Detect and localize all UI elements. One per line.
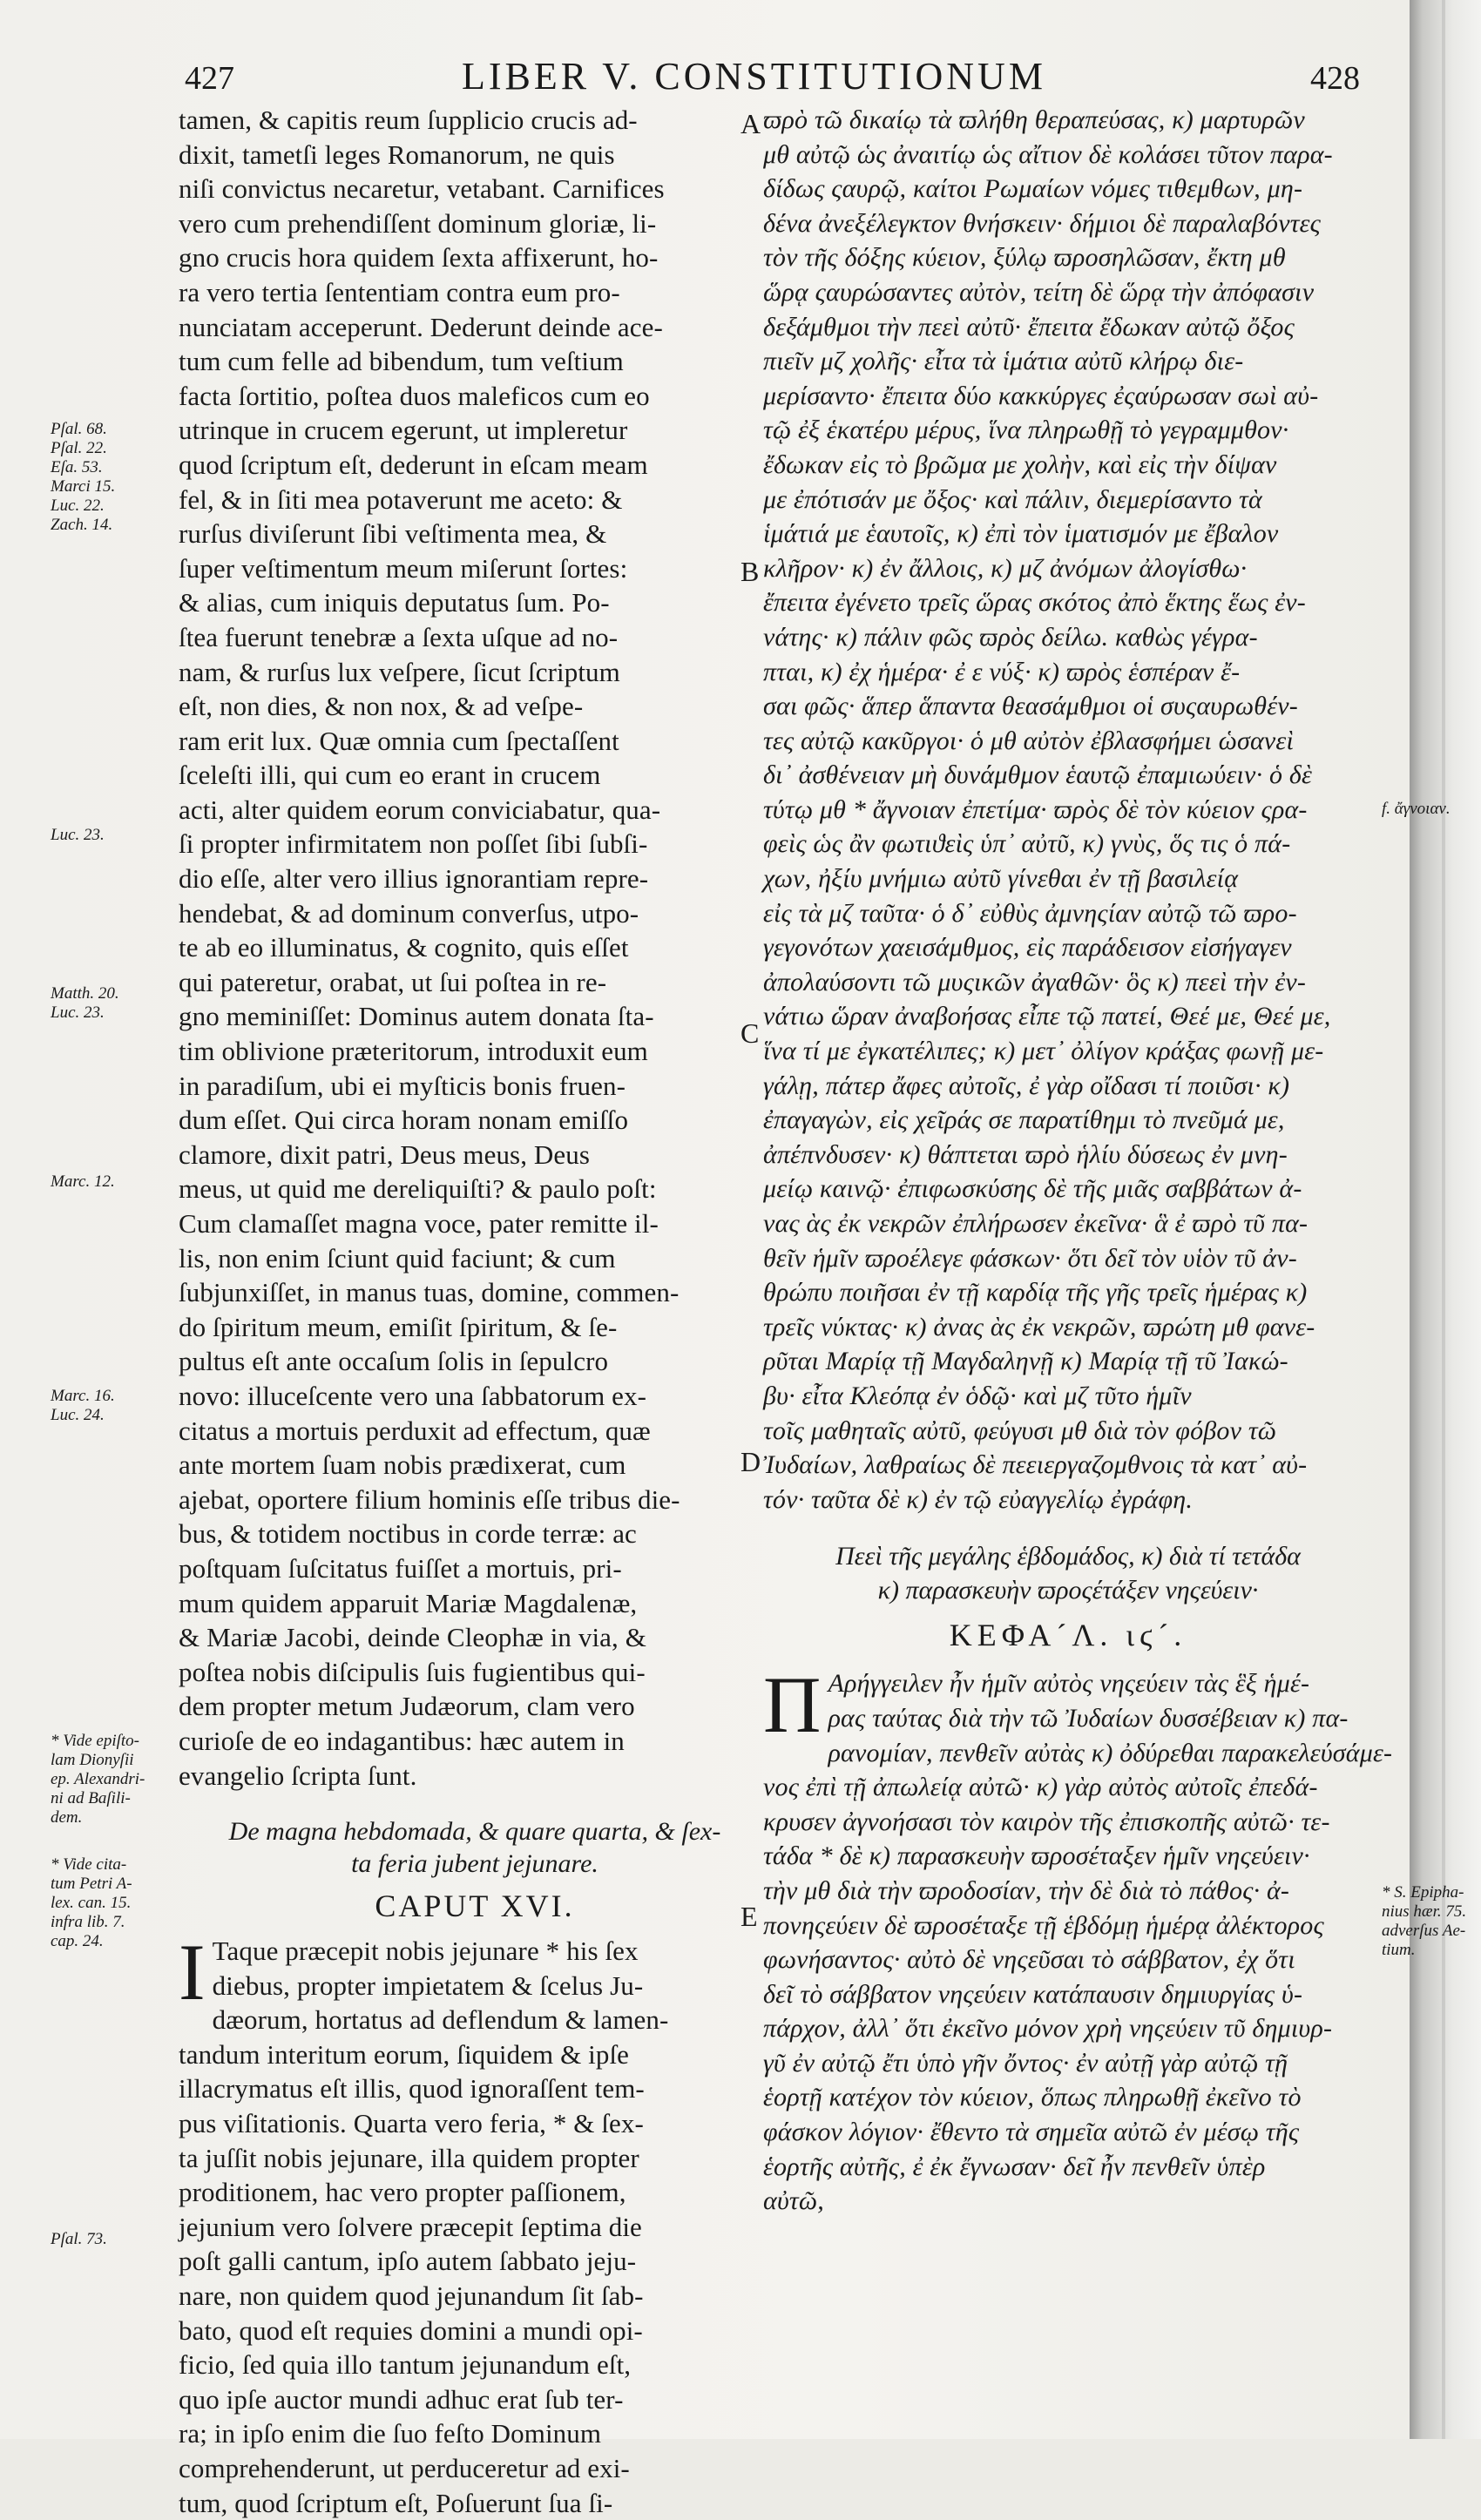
greek-chapter-title: ΚΕΦΑ´Λ. ιϛ´. [949, 1618, 1187, 1653]
latin-section-heading-line: De magna hebdomada, & quare quarta, & ſex- [228, 1817, 721, 1847]
greek-chapter-line: ρας ταύτας διὰ τὴν τῶ Ἰυδαίων δυσσέβειαν κ) πα- [828, 1703, 1349, 1733]
latin-drop-cap: I [179, 1928, 206, 2017]
greek-chapter-line: φωνήσαντος· αὐτὸ δὲ νηςεῦσαι τὸ σάββατον, ἐχ ὅτι [763, 1945, 1295, 1975]
greek-chapter-line: κρυσεν ἀγνοήσασι τὸν καιρὸν τῆς ἐπισκοπῆς αὐτῶ· τε- [763, 1807, 1330, 1836]
greek-chapter-line: τὴν μθ διὰ τὴν ϖροδοσίαν, τὴν δὲ διὰ τὸ πάθος· ἀ- [763, 1875, 1290, 1905]
greek-text-line: βυ· εἶτα Κλεόπᾳ ἐν ὁδῷ· καὶ μζ τῦτο ἡμῖν [763, 1381, 1192, 1410]
latin-text-line: tamen, & capitis reum ſupplicio crucis ad- [179, 105, 638, 135]
margin-note: dem. [51, 1808, 83, 1827]
greek-chapter-line: γῦ ἐν αὐτῷ ἔτι ὑπὸ γῆν ὄντος· ἐν αὐτῇ γὰρ αὐτῷ τῇ [763, 2048, 1288, 2077]
greek-text-line: ϖρὸ τῶ δικαίῳ τὰ ϖλήθη θεραπεύσας, κ) μαρτυρῶν [763, 105, 1305, 134]
greek-text-line: Ἰυδαίων, λαθραίως δὲ πεειεργαζομθνοις τὰ κατ᾽ αὐ- [763, 1450, 1308, 1480]
latin-chapter-line: ra; in ipſo enim die ſuo feſto Dominum [179, 2418, 602, 2449]
latin-text-line: utrinque in crucem egerunt, ut impleretur [179, 415, 628, 446]
latin-text-line: ajebat, oportere filium hominis eſſe tribus die- [179, 1483, 680, 1515]
latin-chapter-line: jejunium vero ſolvere præcepit ſeptima die [179, 2211, 642, 2242]
latin-text-line: dum eſſet. Qui circa horam nonam emiſſo [179, 1105, 629, 1136]
latin-text-line: ſuper veſtimentum meum miſerunt ſortes: [179, 552, 628, 584]
latin-text-line: poſtea nobis diſcipulis ſuis fugientibus qui- [179, 1656, 646, 1687]
latin-chapter-line: proditionem, hac vero propter paſſionem, [179, 2177, 626, 2208]
greek-chapter-line: τάδα * δὲ κ) παρασκευὴν ϖροσέταξεν ἡμῖν νηςεύειν· [763, 1841, 1310, 1871]
greek-text-line: γάλῃ, πάτερ ἄφες αὐτοῖς, ἐ γὰρ οἴδασι τί ποιῦσι· κ) [763, 1071, 1290, 1100]
section-letter-b: B [740, 556, 760, 587]
greek-text-line: τρεῖς νύκτας· κ) ἀνας ὰς ἐκ νεκρῶν, ϖρώτη μθ φανε- [763, 1312, 1315, 1341]
greek-text-line: ἱμάτιά με ἑαυτοῖς, κ) ἐπὶ τὸν ἱματισμόν με ἔβαλον [763, 519, 1279, 549]
margin-note: Luc. 23. [51, 1003, 105, 1022]
greek-text-line: εἰς τὰ μζ ταῦτα· ὁ δ᾽ εὐθὺς ἀμνηςίαν αὐτῷ τῶ ϖρο- [763, 898, 1297, 928]
latin-text-line: niſi convictus necaretur, vetabant. Carnifices [179, 173, 665, 205]
margin-note-right: tium. [1382, 1941, 1416, 1959]
latin-text-line: gno crucis hora quidem ſexta affixerunt, ho- [179, 242, 659, 274]
latin-section-heading [179, 1815, 771, 1880]
margin-note: cap. 24. [51, 1932, 104, 1950]
latin-text-line: ſceleſti illi, qui cum eo erant in crucem [179, 760, 601, 791]
latin-text-line: eſt, non dies, & non nox, & ad veſpe- [179, 691, 584, 722]
latin-text-line: vero cum prehendiſſent dominum gloriæ, li- [179, 207, 657, 239]
greek-text-line: γεγονότων χαεισάμθμος, εἰς παράδεισον εἰσήγαγεν [763, 933, 1292, 963]
latin-text-line: dio eſſe, alter vero illius ignorantiam repre- [179, 863, 649, 895]
margin-note: ni ad Baſili- [51, 1789, 131, 1807]
section-letter-c: C [740, 1017, 760, 1049]
latin-chapter-line: illacrymatus eſt illis, quod ignoraſſent tem- [179, 2073, 645, 2105]
greek-text-line: θεῖν ἡμῖν ϖροέλεγε φάσκων· ὅτι δεῖ τὸν υἱὸν τῦ ἀν- [763, 1243, 1297, 1273]
greek-section-heading-line: Πεεὶ τῆς μεγάλης ἑβδομάδος, κ) διὰ τί τετάδα [835, 1542, 1301, 1571]
latin-text-line: clamore, dixit patri, Deus meus, Deus [179, 1138, 591, 1170]
section-letter-d: D [740, 1446, 761, 1477]
greek-text-line: δι᾽ ἀσθένειαν μὴ δυνάμθμον ἑαυτῷ ἐπαμιωύειν· ὁ δὲ [763, 760, 1313, 790]
greek-text-line: μείῳ καινῷ· ἐπιφωσκύσης δὲ τῆς μιᾶς σαββάτων ἀ- [763, 1174, 1302, 1204]
margin-note: Pſal. 73. [51, 2230, 107, 2248]
latin-text-line: dem propter metum Judæorum, clam vero [179, 1691, 635, 1722]
margin-note: Marc. 12. [51, 1172, 115, 1191]
running-title: LIBER V. CONSTITUTIONUM [462, 55, 1046, 98]
greek-column [763, 103, 1393, 2219]
latin-text-line: bus, & totidem noctibus in corde terræ: ac [179, 1518, 637, 1550]
latin-text-line: & Mariæ Jacobi, deinde Cleophæ in via, & [179, 1622, 646, 1653]
latin-chapter-line: tum, quod ſcriptum eſt, Poſuerunt ſua ſi- [179, 2487, 613, 2518]
margin-note: * Vide cita- [51, 1855, 127, 1874]
latin-chapter-line: poſt galli cantum, ipſo autem ſabbato jeju- [179, 2246, 637, 2277]
latin-chapter-line: nare, non quidem quod jejunandum ſit ſab- [179, 2280, 644, 2312]
greek-text-line: τύτῳ μθ * ἄγνοιαν ἐπετίμα· ϖρὸς δὲ τὸν κύειον ςρα- [763, 794, 1308, 824]
latin-chapter-line: bato, quod eſt requies domini a mundi opi- [179, 2314, 643, 2346]
greek-text-line: ρῦται Μαρίᾳ τῇ Μαγδαληνῇ κ) Μαρίᾳ τῇ τῦ Ἰακώ- [763, 1347, 1288, 1376]
margin-note: * Vide epiſto- [51, 1732, 140, 1750]
latin-text-line: ra vero tertia ſententiam contra eum pro- [179, 276, 620, 307]
greek-text-line: ἔπειτα ἐγένετο τρεῖς ὥρας σκότος ἀπὸ ἕκτης ἕως ἐν- [763, 588, 1306, 618]
latin-chapter-title: CAPUT XVI. [375, 1888, 575, 1924]
greek-text-line: τες αὐτῷ κακῦργοι· ὁ μθ αὐτὸν ἐβλασφήμει ὡσανεὶ [763, 726, 1294, 755]
greek-chapter-line: πονηςεύειν δὲ ϖροσέταξε τῇ ἑβδόμῃ ἡμέρᾳ ἀλέκτορος [763, 1910, 1324, 1940]
latin-text-line: te ab eo illuminatus, & cognito, quis eſſet [179, 932, 629, 963]
latin-text-line: mum quidem apparuit Mariæ Magdalenæ, [179, 1587, 638, 1618]
latin-text-line: rurſus diviſerunt ſibi veſtimenta mea, & [179, 518, 607, 550]
greek-chapter-line: ρανομίαν, πενθεῖν αὐτὰς κ) ὀδύρεθαι παρακελεύσάμε- [828, 1738, 1393, 1767]
greek-text-line: τῷ ἐξ ἑκατέρυ μέρυς, ἵνα πληρωθῇ τὸ γεγραμμθον· [763, 415, 1289, 445]
latin-text-line: in paradiſum, ubi ei myſticis bonis fruen- [179, 1070, 626, 1101]
latin-text-line: poſtquam ſuſcitatus fuiſſet a mortuis, pri- [179, 1552, 622, 1584]
margin-note: Zach. 14. [51, 516, 113, 534]
latin-text-line: hendebat, & ad dominum converſus, utpo- [179, 897, 639, 929]
greek-text-line: νας ὰς ἐκ νεκρῶν ἐπλήρωσεν ἐκεῖνα· ἃ ἐ ϖρὸ τῦ πα- [763, 1209, 1309, 1238]
greek-text-line: τόν· ταῦτα δὲ κ) ἐν τῷ εὐαγγελίῳ ἐγράφη. [763, 1484, 1194, 1514]
margin-note: lex. can. 15. [51, 1894, 132, 1912]
greek-text-line: ἵνα τί με ἐγκατέλιπες; κ) μετ᾽ ὀλίγον κράξας φωνῇ με- [763, 1037, 1324, 1066]
latin-chapter-line: ficio, ſed quia illo tantum jejunandum eſt, [179, 2349, 632, 2381]
page-number-right: 428 [1310, 60, 1360, 97]
greek-section-heading-line: κ) παρασκευὴν ϖροςέτάξεν νηςεύειν· [877, 1576, 1259, 1605]
greek-body [763, 103, 1373, 1517]
page-edge-line [1442, 0, 1445, 2439]
greek-text-line: δίδως ςαυρῷ, καίτοι Ρωμαίων νόμες τιθεμθων, μη- [763, 174, 1303, 204]
greek-text-line: θρώπυ ποιῆσαι ἐν τῇ καρδίᾳ τῆς γῆς τρεῖς ἡμέρας κ) [763, 1278, 1308, 1307]
latin-text-line: lis, non enim ſciunt quid faciunt; & cum [179, 1242, 616, 1274]
margin-note: ep. Alexandri- [51, 1770, 145, 1788]
latin-text-line: ante mortem ſuam nobis prædixerat, cum [179, 1449, 626, 1481]
greek-chapter-line: αὐτῶ, [763, 2186, 824, 2216]
greek-chapter-line: ἑορτῆς αὐτῆς, ἐ ἐκ ἔγνωσαν· δεῖ ἦν πενθεῖν ὑπὲρ [763, 2152, 1266, 2181]
margin-note: Matth. 20. [51, 984, 119, 1003]
latin-text-line: ſi propter infirmitatem non poſſet ſibi ſubſi- [179, 828, 648, 860]
latin-text-line: tum cum felle ad bibendum, tum veſtium [179, 346, 624, 377]
greek-drop-cap: Π [763, 1660, 822, 1750]
greek-text-line: ἀπέπνδυσεν· κ) θάπτεται ϖρὸ ἡλίυ δύσεως ἐν μνη- [763, 1139, 1288, 1169]
greek-text-line: ὥρᾳ ςαυρώσαντες αὐτὸν, τείτη δὲ ὥρᾳ τὴν ἀπόφασιν [763, 277, 1315, 307]
latin-text-line: & alias, cum iniquis deputatus ſum. Po- [179, 587, 610, 618]
section-letter-e: E [740, 1901, 758, 1932]
latin-chapter-body [179, 1928, 771, 2520]
greek-text-line: δεξάμθμοι τὴν πεεὶ αὐτῦ· ἔπειτα ἔδωκαν αὐτῷ ὄξος [763, 312, 1295, 341]
latin-text-line: nunciatam acceperunt. Dederunt deinde ace- [179, 311, 663, 342]
latin-text-line: meus, ut quid me dereliquiſti? & paulo poſt: [179, 1173, 657, 1205]
margin-note-right: adverſus Ae- [1382, 1922, 1466, 1940]
margin-note-right: * S. Epipha- [1382, 1883, 1464, 1902]
latin-text-line: qui pateretur, orabat, ut ſui poſtea in re- [179, 966, 607, 997]
greek-chapter-line: Αρήγγειλεν ἦν ἡμῖν αὐτὸς νηςεύειν τὰς ἓξ ἡμέ- [828, 1669, 1310, 1699]
greek-text-line: πιεῖν μζ χολῆς· εἶτα τὰ ἱμάτια αὐτῦ κλήρῳ διε- [763, 347, 1244, 376]
greek-chapter-line: ἑορτῇ κατέχον τὸν κύειον, ὅπως πληρωθῇ ἐκεῖνο τὸ [763, 2083, 1302, 2112]
greek-text-line: πται, κ) ἐχ ἡμέρα· ἐ ε νύξ· κ) ϖρὸς ἑσπέραν ἔ- [763, 657, 1241, 686]
latin-text-line: citatus a mortuis perduxit ad effectum, quæ [179, 1415, 651, 1446]
margin-note-right: nius hær. 75. [1382, 1902, 1467, 1921]
latin-text-line: dixit, tametſi leges Romanorum, ne quis [179, 138, 615, 170]
margin-note: Luc. 23. [51, 826, 105, 844]
latin-chapter-line: tandum interitum eorum, ſiquidem & ipſe [179, 2038, 630, 2070]
greek-text-line: σαι φῶς· ἅπερ ἅπαντα θεασάμθμοι οἱ συςαυρωθέν- [763, 692, 1298, 721]
greek-chapter-body [763, 1660, 1393, 2219]
margin-note: Pſal. 68. [51, 420, 107, 438]
greek-text-line: ἐπαγαγὼν, εἰς χεῖράς σε παρατίθημι τὸ πνεῦμά με, [763, 1105, 1285, 1135]
latin-text-line: acti, alter quidem eorum conviciabatur, qua- [179, 794, 661, 825]
latin-text-line: evangelio ſcripta ſunt. [179, 1760, 417, 1791]
greek-text-line: ἀπολαύσοντι τῶ μυςικῶν ἀγαθῶν· ὃς κ) πεεὶ τὴν ἐν- [763, 967, 1307, 997]
latin-text-line: ram erit lux. Quæ omnia cum ſpectaſſent [179, 725, 619, 756]
latin-text-line: pultus eſt ante occaſum ſolis in ſepulcro [179, 1346, 609, 1377]
latin-text-line: facta ſortitio, poſtea duos maleficos cum eo [179, 380, 650, 411]
greek-text-line: δένα ἀνεξέλεγκτον θνήσκειν· δήμιοι δὲ παραλαβόντες [763, 208, 1322, 238]
margin-note: Pſal. 22. [51, 439, 107, 457]
margin-note: Marc. 16. [51, 1387, 115, 1405]
greek-text-line: χων, ἠξίυ μνήμιω αὐτῦ γίνεθαι ἐν τῇ βασιλείᾳ [763, 864, 1239, 894]
margin-note: tum Petri A- [51, 1875, 132, 1893]
latin-text-line: novo: illuceſcente vero una ſabbatorum ex- [179, 1380, 647, 1411]
margin-note: Marci 15. [51, 477, 116, 496]
greek-text-line: τοῖς μαθηταῖς αὐτῦ, φεύγυσι μθ διὰ τὸν φόβον τῶ [763, 1415, 1277, 1445]
greek-text-line: νάτιω ὥραν ἀναβοήσας εἶπε τῷ πατεί, Θεέ με, Θεέ με, [763, 1002, 1331, 1031]
margin-note: infra lib. 7. [51, 1913, 125, 1931]
greek-text-line: μθ αὐτῷ ὡς ἀναιτίῳ ὡς αἴτιον δὲ κολάσει τῦτον παρα- [763, 139, 1333, 169]
latin-column [179, 103, 771, 2520]
greek-chapter-line: πάρχον, ἀλλ᾽ ὅτι ἐκεῖνο μόνον χρὴ νηςεύειν τῦ δημιυρ- [763, 2014, 1333, 2044]
greek-text-line: φεὶς ὡς ἂν φωτιϑεὶς ὑπ᾽ αὐτῦ, κ) γνὺς, ὅς τις ὁ πά- [763, 829, 1291, 859]
latin-chapter-line: Taque præcepit nobis jejunare * his ſex [212, 1936, 639, 1967]
latin-text-line: gno meminiſſet: Dominus autem donata ſta- [179, 1001, 654, 1032]
section-letter-a: A [740, 108, 761, 139]
latin-chapter-line: pus viſitationis. Quarta vero feria, * & ſex- [179, 2108, 644, 2139]
margin-note: lam Dionyſii [51, 1751, 134, 1769]
latin-text-line: tim oblivione præteritorum, introduxit eum [179, 1036, 648, 1067]
latin-text-line: quod ſcriptum eſt, dederunt in eſcam meam [179, 449, 648, 480]
margin-note-right: f. ἄγνοιαν. [1382, 800, 1451, 818]
margin-note: Luc. 22. [51, 497, 105, 515]
latin-chapter-line: comprehenderunt, ut perduceretur ad exi- [179, 2453, 630, 2483]
greek-text-line: μερίσαντο· ἔπειτα δύο κακκύργες ἐςαύρωσαν σωὶ αὐ- [763, 381, 1319, 410]
greek-text-line: τὸν τῆς δόξης κύειον, ξύλῳ ϖροσηλῶσαν, ἔκτη μθ [763, 243, 1286, 273]
margin-note: Eſa. 53. [51, 458, 103, 476]
latin-text-line: Cum clamaſſet magna voce, pater remitte il- [179, 1208, 659, 1239]
latin-text-line: ſubjunxiſſet, in manus tuas, domine, commen- [179, 1277, 680, 1308]
greek-text-line: με ἐπότισάν με ὄξος· καὶ πάλιν, διεμερίσαντο τὰ [763, 484, 1262, 514]
latin-chapter-line: diebus, propter impietatem & ſcelus Ju- [212, 1969, 644, 2001]
greek-text-line: ἔδωκαν εἰς τὸ βρῶμα με χολὴν, καὶ εἰς τὴν δίψαν [763, 449, 1277, 479]
greek-text-line: νάτης· κ) πάλιν φῶς ϖρὸς δείλω. καθὼς γέγρα- [763, 622, 1258, 652]
latin-text-line: do ſpiritum meum, emiſit ſpiritum, & ſe- [179, 1311, 618, 1342]
greek-section-heading [763, 1539, 1373, 1607]
latin-text-line: curioſe de eo indagantibus: hæc autem in [179, 1725, 625, 1756]
greek-chapter-line: δεῖ τὸ σάββατον νηςεύειν κατάπαυσιν δημιυργίας ὑ- [763, 1979, 1303, 2009]
latin-text-line: ſtea fuerunt tenebræ a ſexta uſque ad no- [179, 621, 619, 652]
greek-chapter-line: φάσκον λόγιον· ἔθεντο τὰ σημεῖα αὐτῶ ἐν μέσῳ τῆς [763, 2118, 1300, 2147]
margin-note: Luc. 24. [51, 1406, 105, 1424]
latin-chapter-line: ta juſſit nobis jejunare, illa quidem propter [179, 2142, 639, 2173]
page-number-left: 427 [185, 60, 234, 97]
latin-body [179, 103, 771, 1793]
latin-text-line: fel, & in ſiti mea potaverunt me aceto: & [179, 483, 623, 515]
greek-text-line: κλῆρον· κ) ἐν ἄλλοις, κ) μζ ἀνόμων ἀλογίσθω· [763, 553, 1248, 583]
latin-chapter-line: quo ipſe auctor mundi adhuc erat ſub ter- [179, 2383, 624, 2415]
greek-chapter-line: νος ἐπὶ τῇ ἀπωλείᾳ αὐτῶ· κ) γὰρ αὐτὸς αὐτοῖς ἐπεδά- [763, 1773, 1318, 1802]
latin-text-line: nam, & rurſus lux veſpere, ſicut ſcriptum [179, 656, 620, 687]
page-edge-shadow [1410, 0, 1481, 2439]
latin-section-heading-line: ta feria jubent jejunare. [351, 1849, 598, 1879]
latin-chapter-line: dæorum, hortatus ad deflendum & lamen- [212, 2004, 669, 2036]
